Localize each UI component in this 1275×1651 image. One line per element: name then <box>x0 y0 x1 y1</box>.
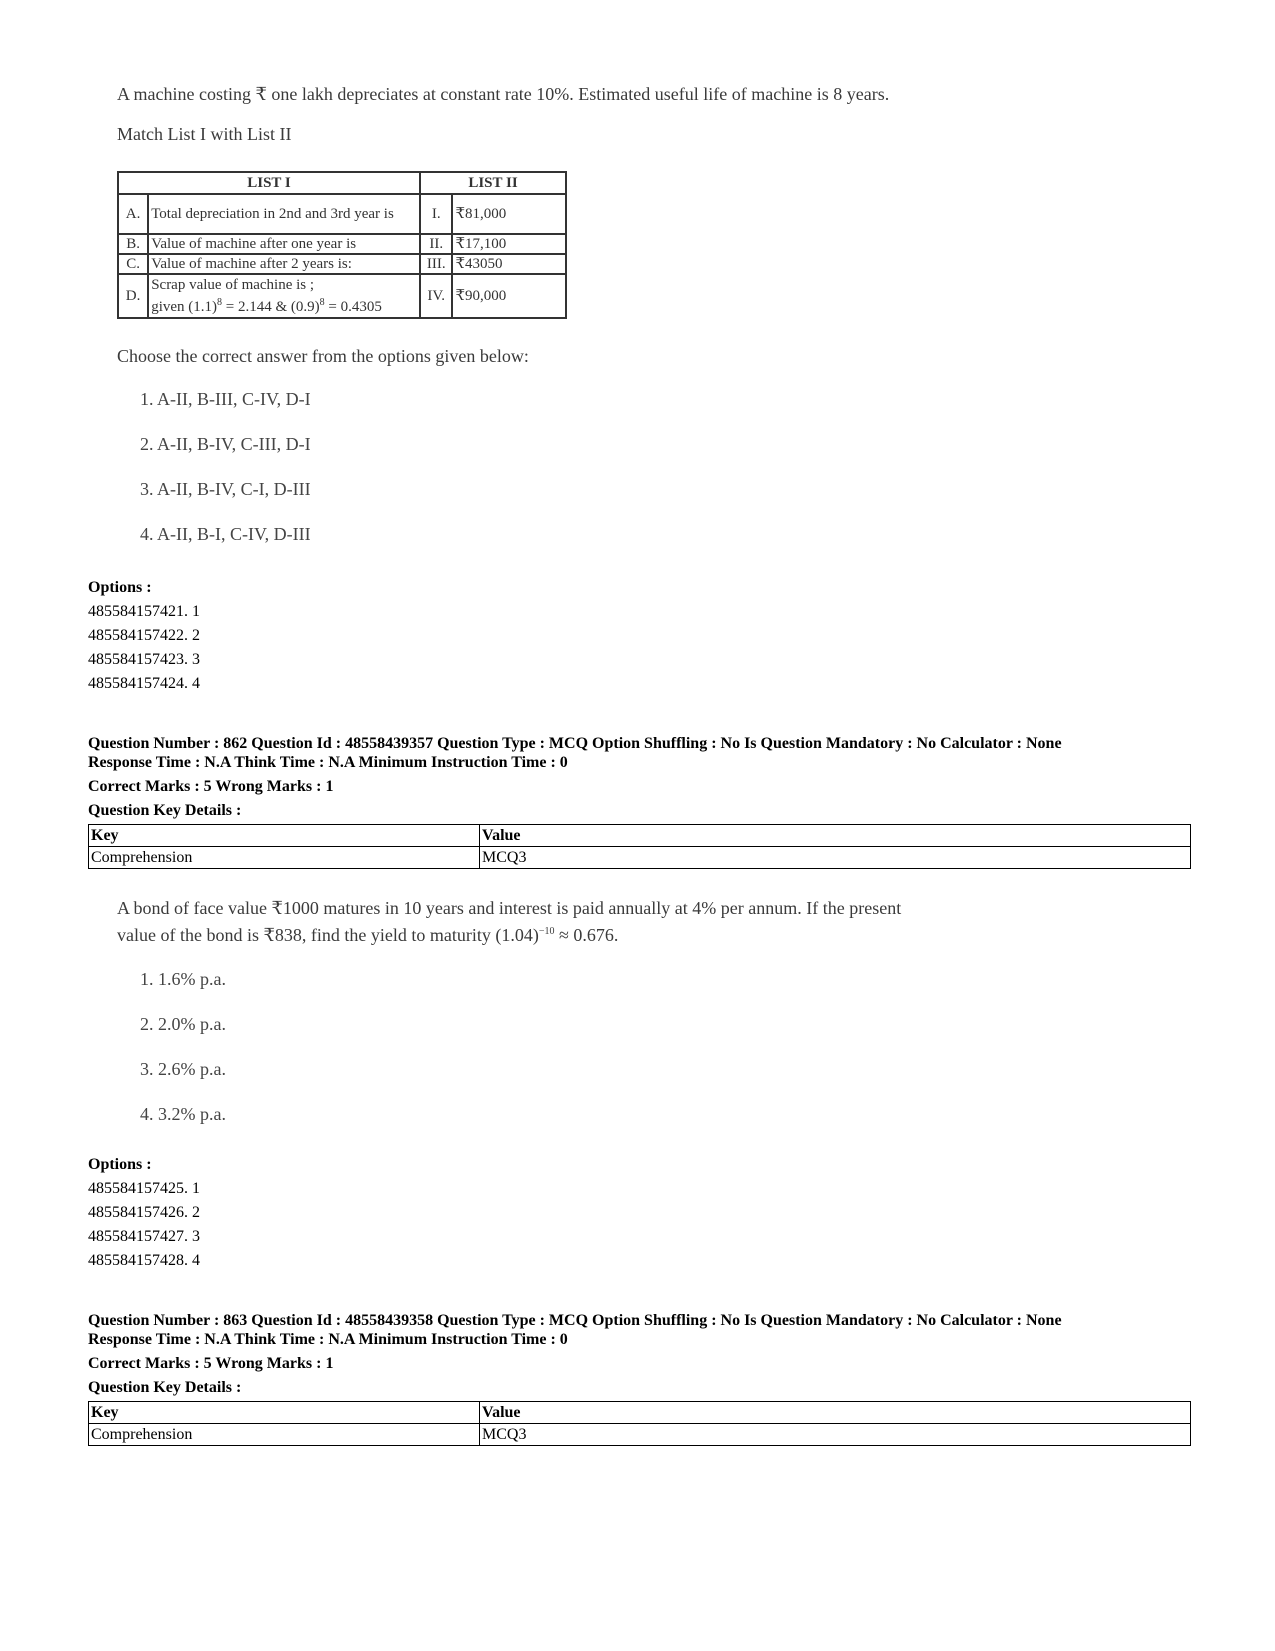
q861-choice-1: 1. A-II, B-III, C-IV, D-I <box>140 389 311 409</box>
row-iv-numeral: IV. <box>420 274 452 318</box>
row-c-text: Value of machine after 2 years is: <box>148 254 420 274</box>
q861-choose-prompt: Choose the correct answer from the options given below: <box>117 346 529 366</box>
q861-options-list <box>88 600 200 696</box>
q862-meta-line1: Question Number : 862 Question Id : 48558439357 Question Type : MCQ Option Shuffling : No Is Question Mandatory : No Calculator : None <box>88 735 1062 752</box>
option-item: 485584157426. 2 <box>88 1204 200 1221</box>
formula-part: given (1.1) <box>151 299 218 315</box>
key-header: Key <box>89 825 480 847</box>
formula-part: = 0.4305 <box>324 299 382 315</box>
q862-key-details-label: Question Key Details : <box>88 802 242 819</box>
q862-meta-line2: Response Time : N.A Think Time : N.A Minimum Instruction Time : 0 <box>88 754 568 771</box>
row-c-letter: C. <box>118 254 148 274</box>
row-i-value: ₹81,000 <box>452 194 566 234</box>
q862-key-table <box>88 824 1191 869</box>
row-ii-value: ₹17,100 <box>452 234 566 254</box>
option-item: 485584157427. 3 <box>88 1228 200 1245</box>
list2-header: LIST II <box>420 172 566 194</box>
row-a-text: Total depreciation in 2nd and 3rd year is <box>148 194 420 234</box>
formula-exp: 8 <box>217 297 223 308</box>
key-header: Key <box>89 1402 480 1424</box>
q863-key-details-label: Question Key Details : <box>88 1379 242 1396</box>
row-d-text-line1: Scrap value of machine is ; <box>151 277 315 293</box>
key-cell: Comprehension <box>89 1424 480 1446</box>
q861-match-prompt: Match List I with List II <box>117 124 292 144</box>
row-d-letter: D. <box>118 274 148 318</box>
q862-choice-2: 2. 2.0% p.a. <box>140 1014 226 1034</box>
q862-choice-3: 3. 2.6% p.a. <box>140 1059 226 1079</box>
row-iv-value: ₹90,000 <box>452 274 566 318</box>
row-a-letter: A. <box>118 194 148 234</box>
row-b-letter: B. <box>118 234 148 254</box>
q863-meta-line2: Response Time : N.A Think Time : N.A Minimum Instruction Time : 0 <box>88 1331 568 1348</box>
q861-choice-3: 3. A-II, B-IV, C-I, D-III <box>140 479 311 499</box>
key-cell: Comprehension <box>89 847 480 869</box>
row-d-text-line2 <box>151 294 417 316</box>
q861-choice-2: 2. A-II, B-IV, C-III, D-I <box>140 434 311 454</box>
option-item: 485584157425. 1 <box>88 1180 200 1197</box>
q863-marks: Correct Marks : 5 Wrong Marks : 1 <box>88 1355 334 1372</box>
q863-meta-line1: Question Number : 863 Question Id : 48558439358 Question Type : MCQ Option Shuffling : No Is Question Mandatory : No Calculator : None <box>88 1312 1062 1329</box>
q863-key-table <box>88 1401 1191 1446</box>
row-iii-value: ₹43050 <box>452 254 566 274</box>
value-header: Value <box>480 825 1191 847</box>
row-ii-numeral: II. <box>420 234 452 254</box>
q861-stem: A machine costing ₹ one lakh depreciates at constant rate 10%. Estimated useful life of machine is 8 years. <box>117 84 890 104</box>
q862-options-list <box>88 1177 200 1273</box>
stem-exponent: −10 <box>538 926 555 937</box>
row-i-numeral: I. <box>420 194 452 234</box>
q861-options-label: Options : <box>88 579 152 596</box>
row-d-text <box>148 274 420 318</box>
match-list-table <box>117 171 567 319</box>
q862-options-label: Options : <box>88 1156 152 1173</box>
formula-exp: 8 <box>319 297 325 308</box>
q861-choice-4: 4. A-II, B-I, C-IV, D-III <box>140 524 311 544</box>
option-item: 485584157423. 3 <box>88 651 200 668</box>
row-b-text: Value of machine after one year is <box>148 234 420 254</box>
stem-part: ≈ 0.676. <box>554 925 619 945</box>
option-item: 485584157428. 4 <box>88 1252 200 1269</box>
stem-part: value of the bond is ₹838, find the yield to maturity (1.04) <box>117 925 539 945</box>
q862-stem-line2 <box>117 925 618 946</box>
value-cell: MCQ3 <box>480 847 1191 869</box>
q862-choice-4: 4. 3.2% p.a. <box>140 1104 226 1124</box>
value-cell: MCQ3 <box>480 1424 1191 1446</box>
q862-marks: Correct Marks : 5 Wrong Marks : 1 <box>88 778 334 795</box>
option-item: 485584157422. 2 <box>88 627 200 644</box>
row-iii-numeral: III. <box>420 254 452 274</box>
option-item: 485584157421. 1 <box>88 603 200 620</box>
q862-stem-line1: A bond of face value ₹1000 matures in 10 years and interest is paid annually at 4% per annum. If the present <box>117 898 902 918</box>
formula-part: = 2.144 & (0.9) <box>222 299 320 315</box>
q862-choice-1: 1. 1.6% p.a. <box>140 969 226 989</box>
value-header: Value <box>480 1402 1191 1424</box>
list1-header: LIST I <box>118 172 420 194</box>
option-item: 485584157424. 4 <box>88 675 200 692</box>
